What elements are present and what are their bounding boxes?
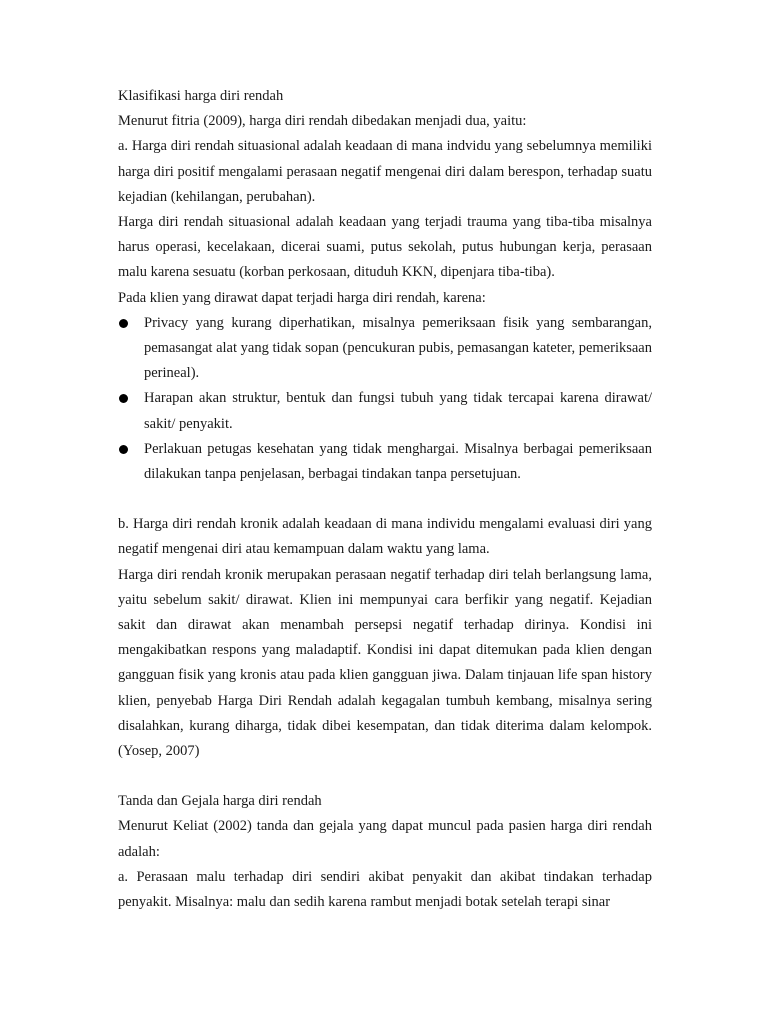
- paragraph-keliat-intro: Menurut Keliat (2002) tanda dan gejala yang dapat muncul pada pasien harga diri rendah adalah:: [118, 818, 652, 860]
- section-title-tanda-gejala: Tanda dan Gejala harga diri rendah: [118, 793, 322, 810]
- list-item-text: Harapan akan struktur, bentuk dan fungsi tubuh yang tidak tercapai karena dirawat/ sakit/ penyakit.: [144, 390, 652, 432]
- paragraph-point-a: a. Harga diri rendah situasional adalah keadaan di mana indvidu yang sebelumnya memiliki harga diri positif mengalami perasaan negatif mengenai diri dalam berespon, terhadap suatu kejadian (kehilangan, perubahan).: [118, 138, 652, 205]
- paragraph-sign-a: a. Perasaan malu terhadap diri sendiri akibat penyakit dan akibat tindakan terhadap penyakit. Misalnya: malu dan sedih karena rambut menjadi botak setelah terapi sinar: [118, 868, 652, 911]
- bullet-icon: [119, 319, 128, 328]
- list-item: [118, 386, 652, 436]
- list-item: [118, 437, 652, 487]
- list-item-text: Privacy yang kurang diperhatikan, misalnya pemeriksaan fisik yang sembarangan, pemasangat alat yang tidak sopan (pencukuran pubis, pemasangan kateter, pemeriksaan perineal).: [144, 314, 652, 382]
- bullet-icon: [119, 445, 128, 454]
- list-item-text: Perlakuan petugas kesehatan yang tidak menghargai. Misalnya berbagai pemeriksaan dilakukan tanpa penjelasan, berbagai tindakan tanpa persetujuan.: [144, 440, 652, 483]
- blank-line: [118, 487, 652, 512]
- section-title-klasifikasi: Klasifikasi harga diri rendah: [118, 88, 284, 104]
- bullet-icon: [119, 394, 128, 403]
- paragraph-kronik: Harga diri rendah kronik merupakan perasaan negatif terhadap diri telah berlangsung lama, yaitu sebelum sakit/ dirawat. Klien ini mempunyai cara berfikir yang negatif. Kejadian sakit dan dirawat akan menambah persepsi negatif terhadap dirinya. Kondisi ini mengakibatkan respons yang maladaptif. Kondisi ini dapat ditemukan pada klien dengan gangguan fisik yang kronis atau pada klien gangguan jiwa. Dalam tinjauan life span history klien, penyebab Harga Diri Rendah adalah kegagalan tumbuh kembang, misalnya sering disalahkan, kurang diharga, tidak dibei kesempatan, dan tidak diterima dalam kelompok. (Yosep, 2007): [118, 566, 652, 760]
- paragraph-situasional: Harga diri rendah situasional adalah keadaan yang terjadi trauma yang tiba-tiba misalnya harus operasi, kecelakaan, dicerai suami, putus sekolah, putus hubungan kerja, perasaan malu karena sesuatu (korban perkosaan, dituduh KKN, dipenjara tiba-tiba).: [118, 214, 652, 281]
- paragraph-intro: Menurut fitria (2009), harga diri rendah dibedakan menjadi dua, yaitu:: [118, 113, 527, 130]
- paragraph-point-b: b. Harga diri rendah kronik adalah keadaan di mana individu mengalami evaluasi diri yang negatif mengenai diri atau kemampuan dalam waktu yang lama.: [118, 516, 652, 558]
- bullet-list: [118, 311, 652, 487]
- paragraph-klien-intro: Pada klien yang dirawat dapat terjadi harga diri rendah, karena:: [118, 289, 486, 306]
- document-page: [118, 84, 652, 915]
- blank-line: [118, 764, 652, 789]
- list-item: [118, 311, 652, 387]
